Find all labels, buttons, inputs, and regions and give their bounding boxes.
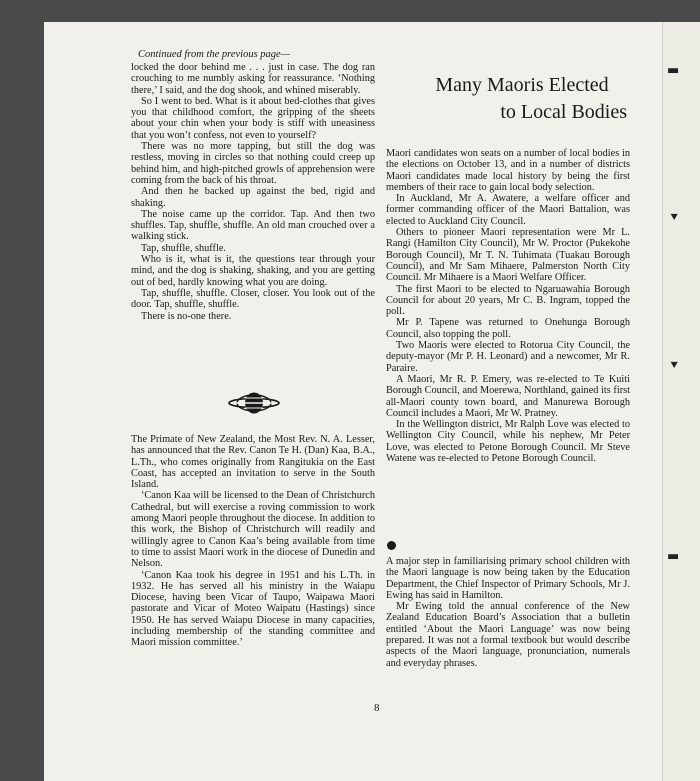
section-bullet-icon: [387, 541, 396, 550]
language-paragraph: A major step in familiarising primary school children with the Maori language is now being taken by the Education Department, the Chief Inspector of Primary Schools, Mr J. Ewing has said in Hamilton.: [386, 556, 630, 601]
maori-language-article: [386, 556, 630, 669]
elections-article: [386, 148, 630, 464]
elections-paragraph: A Maori, Mr R. P. Emery, was re-elected to Te Kuiti Borough Council, and Moerewa, Northland, gained its first all-Maori county town board, and Manurewa Borough Council includes a Maori, Mr W. Pratney.: [386, 373, 630, 419]
article-headline: [395, 72, 635, 126]
elections-paragraph: Maori candidates won seats on a number of local bodies in the elections on October 13, and in a number of districts Maori candidates made local history by being the first members of their race to gain local body selection.: [386, 148, 630, 193]
edge-mark-dart-top: ⯆: [669, 211, 680, 226]
edge-mark-dart-middle: ⯆: [669, 359, 680, 374]
story-paragraph: Tap, shuffle, shuffle.: [141, 242, 226, 254]
facing-page-edge: [662, 22, 700, 781]
elections-paragraph: The first Maori to be elected to Ngaruawahia Borough Council for about 20 years, Mr C. B. Ingram, topped the poll.: [386, 283, 630, 318]
edge-mark-dash-lower: ▬: [667, 549, 680, 564]
elections-paragraph: In the Wellington district, Mr Ralph Love was elected to Wellington City Council, while his nephew, Mr Peter Love, was elected to Petone Borough Council. Mr Steve Watene was re-elected to Petone Borough Council.: [386, 419, 630, 465]
headline-line-1: Many Maoris Elected: [435, 74, 609, 96]
story-paragraph: locked the door behind me . . . just in case. The dog ran crouching to me numbly asking for reassurance. ‘Nothing there,’ I said, and the dog shook, and whined miserably.: [131, 62, 375, 96]
canon-kaa-article: [131, 434, 375, 649]
headline-line-2: to Local Bodies: [500, 101, 627, 123]
page-number: 8: [374, 702, 380, 714]
canon-paragraph: ‘Canon Kaa took his degree in 1951 and his L.Th. in 1932. He has served all his ministry in the Waiapu Diocese, having been Vicar of Taupo, Waipawa Maori pastorate and Vicar of Moteo Waipatu (Hastings) since 1950. He has served Waiapu Diocese in many capacities, including membership of the standing committee and Maori mission committee.’: [131, 569, 375, 649]
story-paragraph: And then he backed up against the bed, rigid and shaking.: [131, 186, 375, 209]
story-paragraph: There was no more tapping, but still the dog was restless, moving in circles so that nothing could creep up behind him, and high-pitched growls of apprehension were coming from the back of his throat.: [131, 141, 375, 186]
ornament-divider-icon: [228, 391, 280, 415]
story-paragraph: The noise came up the corridor. Tap. And then two shuffles. Tap, shuffle, shuffle. An old man crouched over a walking stick.: [131, 208, 375, 243]
story-paragraph: There is no-one there.: [141, 310, 232, 322]
elections-paragraph: In Auckland, Mr A. Awatere, a welfare officer and former commanding officer of the Maori Battalion, was elected to Auckland City Council.: [386, 193, 630, 227]
elections-paragraph: Mr P. Tapene was returned to Onehunga Borough Council, also topping the poll.: [386, 317, 630, 340]
elections-paragraph: Two Maoris were elected to Rotorua City Council, the deputy-mayor (Mr P. H. Leonard) and a newcomer, Mr R. Paraire.: [386, 340, 630, 374]
story-paragraph: Who is it, what is it, the questions tear through your mind, and the dog is shaking, shaking, and you are getting out of bed, hardly knowing what you are doing.: [131, 254, 375, 288]
continued-label: Continued from the previous page—: [138, 49, 291, 60]
language-paragraph: Mr Ewing told the annual conference of the New Zealand Education Board’s Association that a bulletin entitled ‘About the Maori Language’ was now being prepared. It was not a formal textbook but would describe aspects of the Maori language, pronunciation, numerals and everyday phrases.: [386, 601, 630, 669]
elections-paragraph: Others to pioneer Maori representation were Mr L. Rangi (Hamilton City Council), Mr W. Proctor (Pukekohe Borough Council), Mr T. N. Tuhimata (Tuakau Borough Council), and Mr Sam Mihaere, Palmerston North City Council. Mr Mihaere is a Maori Welfare Officer.: [386, 227, 630, 284]
edge-mark-dash: ▬: [667, 63, 680, 78]
story-paragraph: So I went to bed. What is it about bed-clothes that gives you that childhood comfort, the gripping of the sheets about your chin when your body is stiff with uneasiness that you won’t confess, not even to yourself?: [131, 95, 375, 141]
canon-paragraph: ‘Canon Kaa will be licensed to the Dean of Christchurch Cathedral, but will exercise a roving commission to work among Maori people throughout the diocese. In addition to this work, the Bishop of Christchurch will readily and willingly agree to Canon Kaa’s being available from time to time to assist Maori work in the diocese of Dunedin and Nelson.: [131, 490, 375, 570]
story-column-continued: [131, 62, 375, 322]
canon-paragraph: The Primate of New Zealand, the Most Rev. N. A. Lesser, has announced that the Rev. Canon Te H. (Dan) Kaa, B.A., L.Th., who comes originally from Rangitukia on the East Coast, has accepted an invitation to serve in the South Island.: [131, 434, 375, 491]
story-paragraph: Tap, shuffle, shuffle. Closer, closer. You look out of the door. Tap, shuffle, shuffle.: [131, 287, 375, 311]
